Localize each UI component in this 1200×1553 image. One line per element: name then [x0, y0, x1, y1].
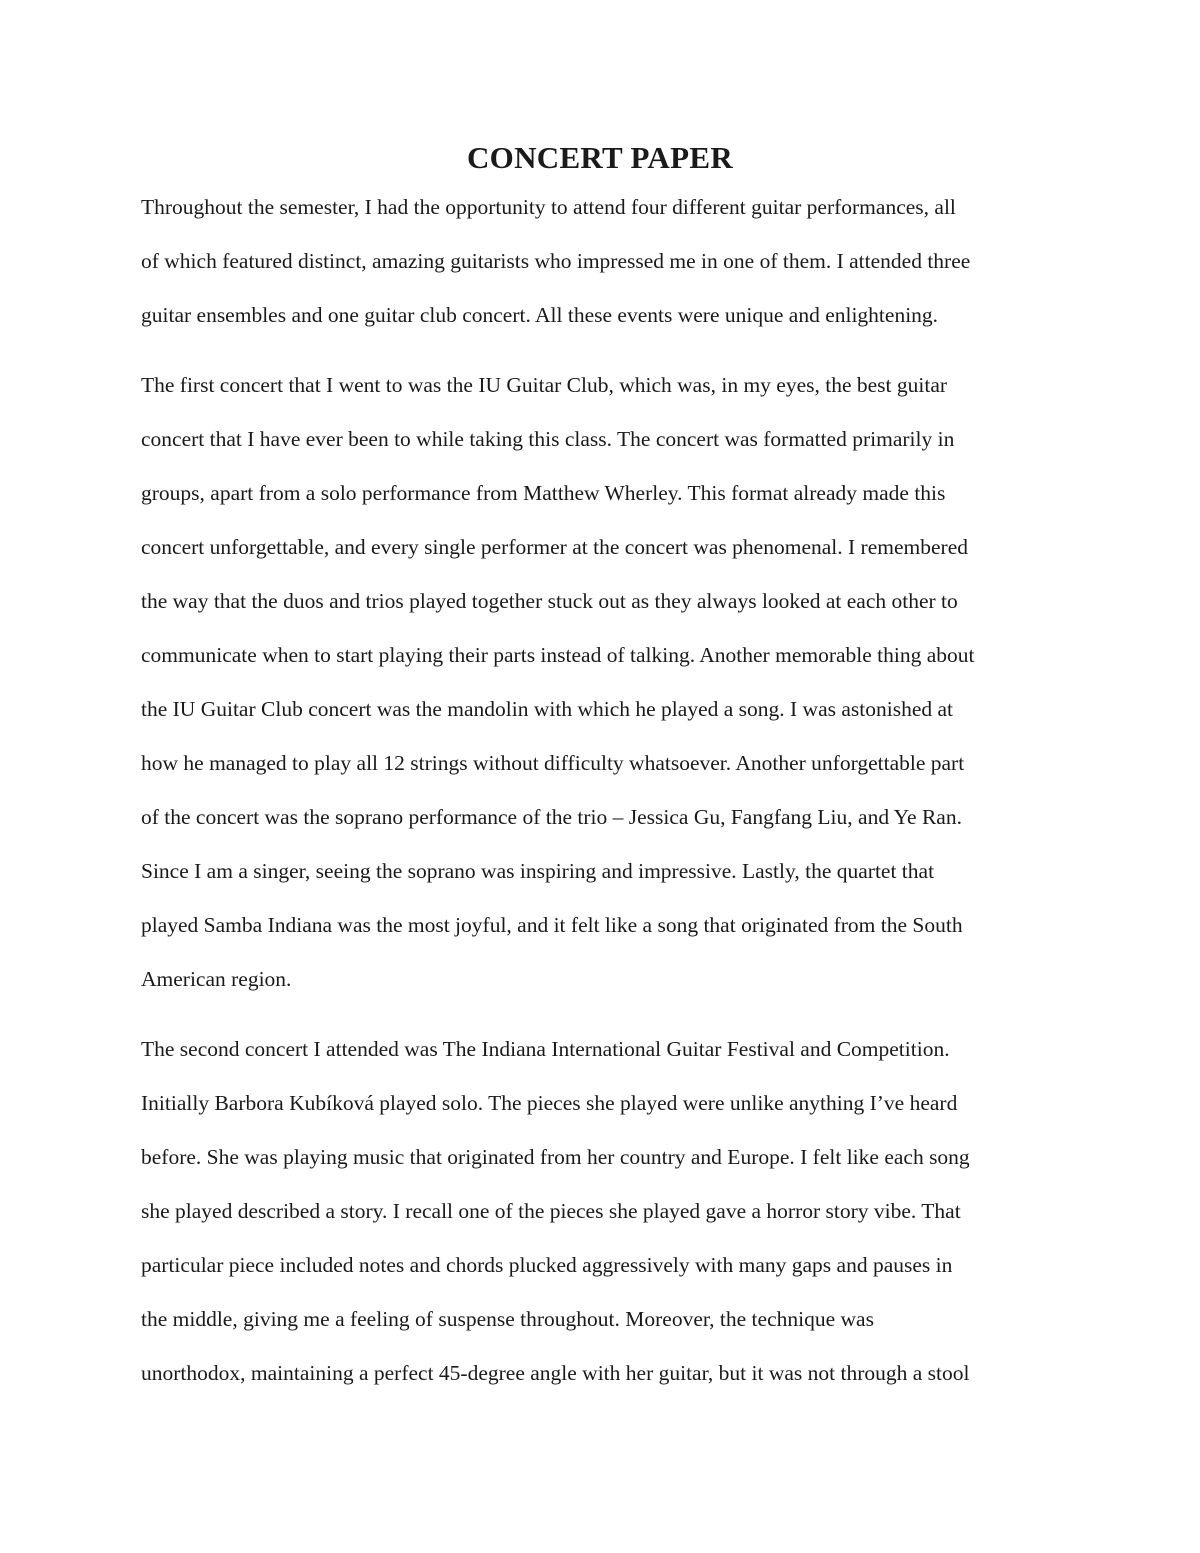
text-line: the IU Guitar Club concert was the mandolin with which he played a song. I was astonished at: [141, 697, 954, 721]
text-line: of the concert was the soprano performance of the trio – Jessica Gu, Fangfang Liu, and Ye Ran.: [141, 805, 962, 829]
text-line: particular piece included notes and chords plucked aggressively with many gaps and pauses in: [141, 1253, 953, 1277]
text-line: the way that the duos and trios played together stuck out as they always looked at each other to: [141, 589, 958, 613]
text-line: she played described a story. I recall one of the pieces she played gave a horror story vibe. That: [141, 1199, 961, 1223]
document-title: CONCERT PAPER: [466, 140, 734, 175]
text-line: played Samba Indiana was the most joyful, and it felt like a song that originated from the South: [141, 913, 963, 937]
paragraph-second-concert: [141, 1022, 1071, 1400]
text-line: groups, apart from a solo performance from Matthew Wherley. This format already made this: [141, 481, 946, 505]
text-line: how he managed to play all 12 strings without difficulty whatsoever. Another unforgettable part: [141, 751, 965, 775]
text-line: The first concert that I went to was the IU Guitar Club, which was, in my eyes, the best guitar: [141, 373, 948, 397]
paragraph-first-concert: [141, 358, 1071, 1006]
paragraph-spacer: [141, 1006, 1071, 1022]
text-line: The second concert I attended was The Indiana International Guitar Festival and Competition.: [141, 1037, 950, 1061]
text-line: concert that I have ever been to while taking this class. The concert was formatted primarily in: [141, 427, 955, 451]
text-line: communicate when to start playing their parts instead of talking. Another memorable thing about: [141, 643, 975, 667]
document-body: [141, 180, 1071, 1400]
text-line: Initially Barbora Kubíková played solo. The pieces she played were unlike anything I’ve heard: [141, 1091, 958, 1115]
text-line: of which featured distinct, amazing guitarists who impressed me in one of them. I attended three: [141, 249, 971, 273]
paragraph-intro: [141, 180, 1071, 342]
text-line: the middle, giving me a feeling of suspense throughout. Moreover, the technique was: [141, 1307, 874, 1331]
text-line: concert unforgettable, and every single performer at the concert was phenomenal. I remembered: [141, 535, 968, 559]
text-line: guitar ensembles and one guitar club concert. All these events were unique and enlightening.: [141, 303, 939, 327]
text-line: Throughout the semester, I had the opportunity to attend four different guitar performances, all: [141, 195, 956, 219]
paragraph-spacer: [141, 342, 1071, 358]
text-line: before. She was playing music that originated from her country and Europe. I felt like each song: [141, 1145, 970, 1169]
text-line: unorthodox, maintaining a perfect 45-degree angle with her guitar, but it was not through a stool: [141, 1361, 970, 1385]
text-line: American region.: [141, 967, 292, 991]
text-line: Since I am a singer, seeing the soprano was inspiring and impressive. Lastly, the quartet that: [141, 859, 935, 883]
